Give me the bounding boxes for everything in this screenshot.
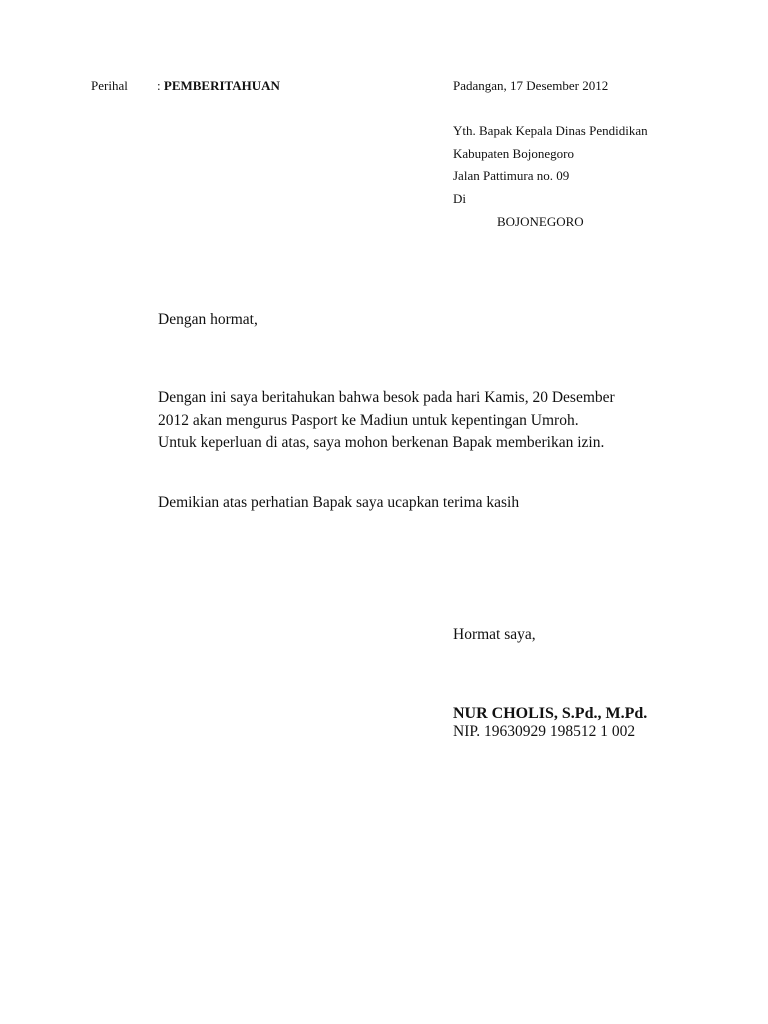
closing-sentence: Demikian atas perhatian Bapak saya ucapkan terima kasih bbox=[158, 494, 520, 511]
body-line: Dengan ini saya beritahukan bahwa besok pada hari Kamis, 20 Desember bbox=[158, 389, 615, 406]
body-paragraph bbox=[158, 389, 615, 457]
recipient-line: Kabupaten Bojonegoro bbox=[453, 145, 574, 161]
recipient-address bbox=[453, 123, 648, 213]
perihal-colon: : bbox=[157, 78, 164, 93]
recipient-line: Yth. Bapak Kepala Dinas Pendidikan bbox=[453, 123, 648, 138]
place-date: Padangan, 17 Desember 2012 bbox=[453, 78, 609, 93]
perihal-label: Perihal bbox=[91, 78, 128, 93]
signer-name: NUR CHOLIS, S.Pd., M.Pd. bbox=[453, 705, 648, 722]
body-line: Untuk keperluan di atas, saya mohon berkenan Bapak memberikan izin. bbox=[158, 434, 605, 451]
salutation: Dengan hormat, bbox=[158, 311, 258, 328]
signer-nip: NIP. 19630929 198512 1 002 bbox=[453, 723, 636, 740]
recipient-city: BOJONEGORO bbox=[497, 214, 584, 229]
recipient-line: Di bbox=[453, 190, 466, 206]
recipient-line: Jalan Pattimura no. 09 bbox=[453, 168, 570, 183]
perihal-subject-text: PEMBERITAHUAN bbox=[163, 78, 280, 93]
body-line: 2012 akan mengurus Pasport ke Madiun untuk kepentingan Umroh. bbox=[158, 411, 579, 429]
perihal-subject bbox=[157, 78, 280, 94]
closing-greeting: Hormat saya, bbox=[453, 626, 536, 643]
